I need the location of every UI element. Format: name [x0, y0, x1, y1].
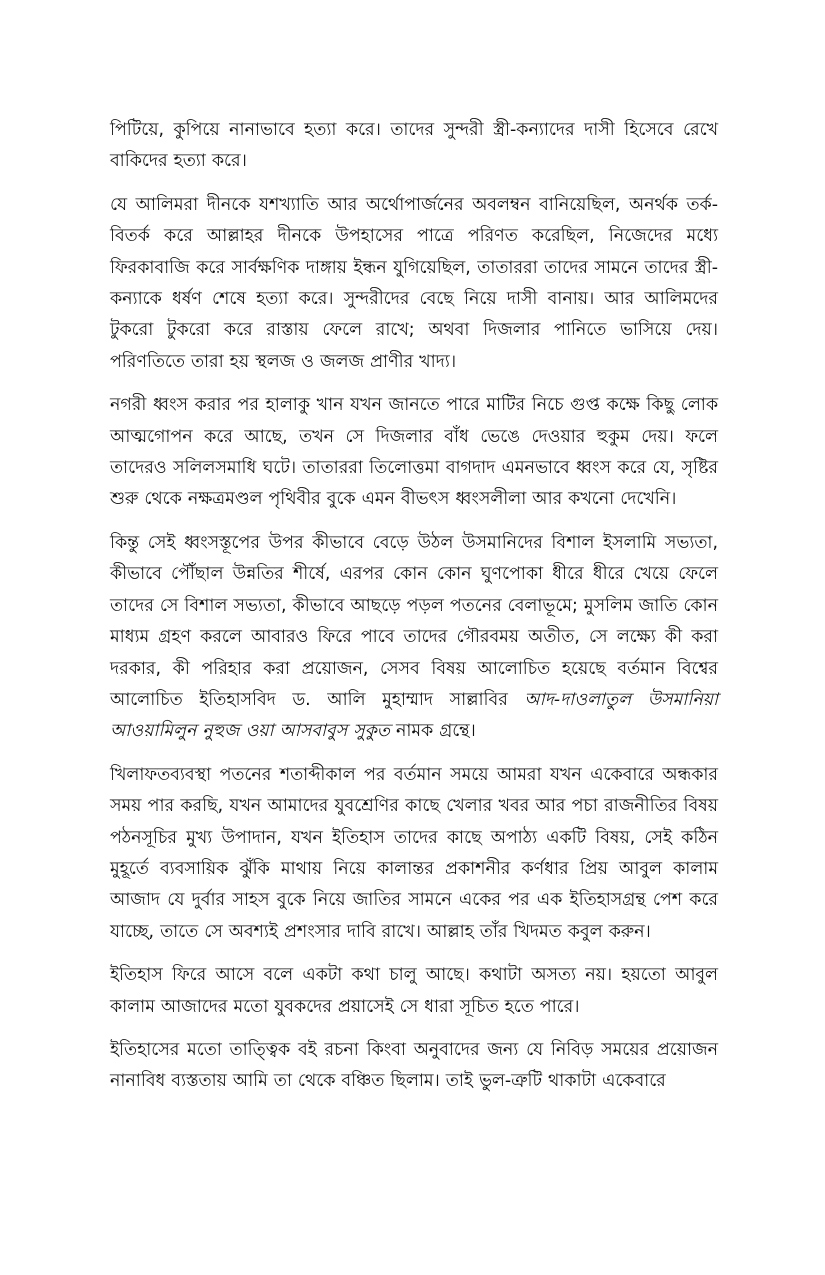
paragraph-3: নগরী ধ্বংস করার পর হালাকু খান যখন জানতে পারে মাটির নিচে গুপ্ত কক্ষে কিছু লোক আত্মগোপন করে আছে, তখন সে দিজলার বাঁধ ভেঙে দেওয়ার হুকুম দেয়। ফলে তাদেরও সলিলসমাধি ঘটে। তাতাররা তিলোত্তমা বাগদাদ এমনভাবে ধ্বংস করে যে, সৃষ্টির শুরু থেকে নক্ষত্রমণ্ডল পৃথিবীর বুকে এমন বীভৎস ধ্বংসলীলা আর কখনো দেখেনি।: [110, 395, 718, 510]
paragraph-6: ইতিহাস ফিরে আসে বলে একটা কথা চালু আছে। কথাটা অসত্য নয়। হয়তো আবুল কালাম আজাদের মতো যুবকদের প্রয়াসেই সে ধারা সূচিত হতে পারে।: [110, 965, 718, 1017]
paragraph-4-text-before: কিন্তু সেই ধ্বংসস্তূপের উপর কীভাবে বেড়ে উঠল উসমানিদের বিশাল ইসলামি সভ্যতা, কীভাবে পৌঁছাল উন্নতির শীর্ষে, এরপর কোন কোন ঘুণপোকা ধীরে ধীরে খেয়ে ফেলে তাদের সে বিশাল সভ্যতা, কীভাবে আছড়ে পড়ল পতনের বেলাভূমে; মুসলিম জাতি কোন মাধ্যম গ্রহণ করলে আবারও ফিরে পাবে তাদের গৌরবময় অতীত, সে লক্ষ্যে কী করা দরকার, কী পরিহার করা প্রয়োজন, সেসব বিষয় আলোচিত হয়েছে বর্তমান বিশ্বের আলোচিত ইতিহাসবিদ ড. আলি মুহাম্মাদ সাল্লাবির: [110, 532, 718, 710]
paragraph-4: [110, 528, 718, 748]
paragraph-7: ইতিহাসের মতো তাত্ত্বিক বই রচনা কিংবা অনুবাদের জন্য যে নিবিড় সময়ের প্রয়োজন নানাবিধ ব্যস্ততায় আমি তা থেকে বঞ্চিত ছিলাম। তাই ভুল-ত্রুটি থাকাটা একেবারে: [110, 1039, 718, 1092]
paragraph-4-text-after: নামক গ্রন্থে।: [389, 721, 476, 742]
paragraph-5: খিলাফতব্যবস্থা পতনের শতাব্দীকাল পর বর্তমান সময়ে আমরা যখন একেবারে অন্ধকার সময় পার করছি, যখন আমাদের যুবশ্রেণির কাছে খেলার খবর আর পচা রাজনীতির বিষয় পঠনসূচির মুখ্য উপাদান, যখন ইতিহাস তাদের কাছে অপাঠ্য একটি বিষয়, সেই কঠিন মুহূর্তে ব্যবসায়িক ঝুঁকি মাথায় নিয়ে কালান্তর প্রকাশনীর কর্ণধার প্রিয় আবুল কালাম আজাদ যে দুর্বার সাহস বুকে নিয়ে জাতির সামনে একের পর এক ইতিহাসগ্রন্থ পেশ করে যাচ্ছে, তাতে সে অবশ্যই প্রশংসার দাবি রাখে। আল্লাহ তাঁর খিদমত কবুল করুন।: [110, 764, 718, 942]
book-title: আদ-দাওলাতুল উসমানিয়া আওয়ামিলুন নুহুজ ওয়া আসবাবুস সুকুত: [110, 689, 718, 742]
paragraph-2: যে আলিমরা দীনকে যশখ্যাতি আর অর্থোপার্জনের অবলম্বন বানিয়েছিল, অনর্থক তর্ক-বিতর্ক করে আল্লাহর দীনকে উপহাসের পাত্রে পরিণত করেছিল, নিজেদের মধ্যে ফিরকাবাজি করে সার্বক্ষণিক দাঙ্গায় ইন্ধন যুগিয়েছিল, তাতাররা তাদের সামনে তাদের স্ত্রী-কন্যাকে ধর্ষণ শেষে হত্যা করে। সুন্দরীদের বেছে নিয়ে দাসী বানায়। আর আলিমদের টুকরো টুকরো করে রাস্তায় ফেলে রাখে; অথবা দিজলার পানিতে ভাসিয়ে দেয়। পরিণতিতে তারা হয় স্থলজ ও জলজ প্রাণীর খাদ্য।: [110, 194, 718, 372]
paragraph-1: পিটিয়ে, কুপিয়ে নানাভাবে হত্যা করে। তাদের সুন্দরী স্ত্রী-কন্যাদের দাসী হিসেবে রেখে বাকিদের হত্যা করে।: [110, 120, 718, 172]
document-page: [110, 115, 718, 1110]
